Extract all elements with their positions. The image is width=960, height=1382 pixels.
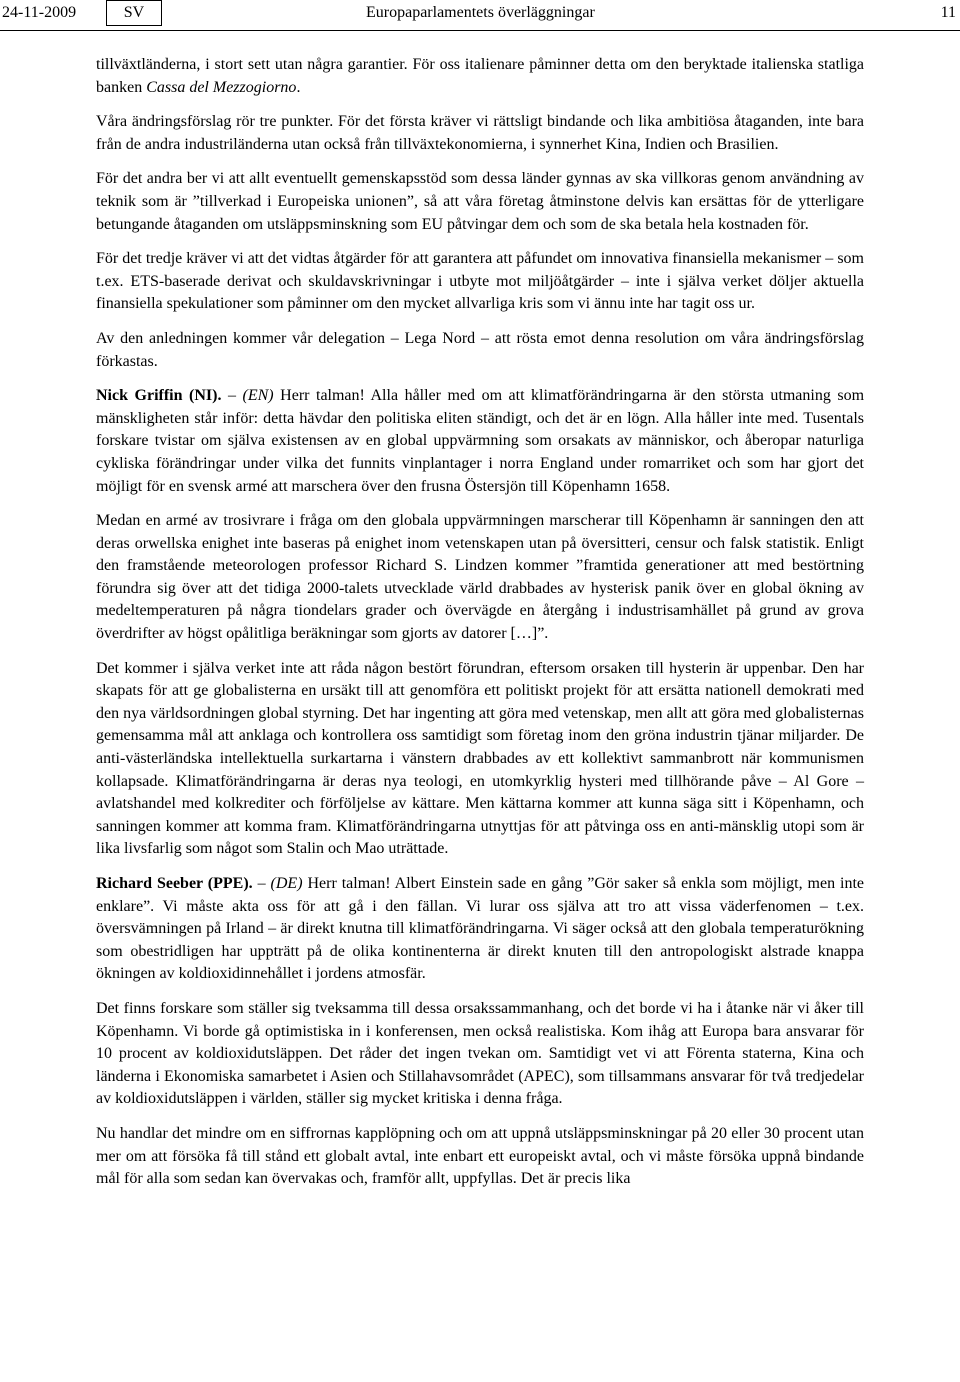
page-number: 11 [940, 4, 956, 21]
paragraph-7: Medan en armé av trosivrare i fråga om den globala uppvärmningen marscherar till Köpenhamn är sanningen den att deras orwellska enighet inte baseras på enighet inom vetenskapen utan på översitteri, censur och falsk statistik. Enligt den framstående meteorologen professor Richard S. Lindzen kommer ”framtida generationer att med bestörtning förundra sig över att det tidiga 2000-talets utvecklade värld drabbades av hysterisk panik över en global ökning av medeltemperaturen på några tiondelars grader och övervägde en återgång i industrisamhället på grund av grova överdrifter av högst opålitliga beräkningar som gjorts av datorer […]”. [96, 512, 864, 643]
paragraph-1 [96, 54, 864, 99]
header-title: Europaparlamentets överläggningar [366, 4, 595, 21]
speaker-language-tag: (DE) [270, 875, 303, 892]
speaker-language-tag: (EN) [242, 387, 274, 405]
paragraph-11: Nu handlar det mindre om en siffrornas kapplöpning och om att uppnå utsläppsminskningar på 20 eller 30 procent utan mer om att försöka få till stånd ett globalt avtal, inte enbart ett europeiskt avtal, och vi måste försöka uppnå bindande mål för alla som sedan kan övervakas och, framför allt, uppfyllas. Det är precis lika [96, 1124, 864, 1188]
paragraph-10: Det finns forskare som ställer sig tveksamma till dessa orsakssammanhang, och det borde vi ha i åtanke när vi åker till Köpenhamn. Vi borde gå optimistiska in i konferensen, men också realistiska. Kom ihåg att Europa bara ansvarar för 10 procent av koldioxidutsläppen. Det råder det ingen tvekan om. Samtidigt vet vi att Förenta staterna, Kina och länderna i Ekonomiska samarbetet i Asien och Stillahavsområdet (APEC), som tillsammans ansvarar för två tredjedelar av koldioxidutsläppen i världen, ställer sig mycket kritiska i denna fråga. [96, 999, 864, 1108]
paragraph-2: Våra ändringsförslag rör tre punkter. För det första kräver vi rättsligt bindande och lika ambitiösa åtaganden, inte bara från de andra industriländerna utan också från tillväxtekonomierna, i synnerhet Kina, Indien och Brasilien. [96, 113, 864, 153]
header-divider [0, 30, 960, 31]
paragraph-4: För det tredje kräver vi att det vidtas åtgärder för att garantera att påfundet om innovativa finansiella mekanismer – som t.ex. ETS-baserade derivat och skuldavskrivningar i utbyte mot miljöåtgärder – inte i själva verket döljer aktuella finansiella spekulationer som påminner om den mycket allvarliga kris som vi ännu inte har tagit oss ur. [96, 250, 864, 313]
paragraph-1-text: tillväxtländerna, i stort sett utan några garantier. För oss italienare påminner detta om den beryktade italienska statliga banken [96, 56, 864, 96]
document-body [96, 54, 864, 1203]
language-badge: SV [106, 0, 162, 26]
paragraph-1-end: . [296, 78, 301, 96]
speech-text: Herr talman! Alla håller med om att klimatförändringarna är den största utmaning som mänskligheten står inför: detta hävdar den politiska eliten ständigt, och det är en lögn. Alla håller inte med. Tusentals forskare tvistar om själva existensen av en global uppvärmning som orsakats av människor, och åberopar naturliga cykliska förändringar under vilka det funnits vinplantager i norra England under romarriket och som har gjort det möjligt för en svensk armé att marschera över den frusna Östersjön till Köpenhamn 1658. [96, 387, 865, 495]
paragraph-6 [96, 385, 864, 498]
speaker-name: Richard Seeber (PPE). [96, 875, 253, 892]
paragraph-3: För det andra ber vi att allt eventuellt gemenskapsstöd som dessa länder gynnas av ska villkoras genom användning av teknik som är ”tillverkad i Europeiska unionen”, så att våra företag åtminstone delvis kan ersättas för de ytterligare betungande åtaganden om utsläppsminskning som EU påtvingar dem och som de ska betala hela kostnaden för. [96, 170, 864, 233]
speaker-name: Nick Griffin (NI). [96, 387, 222, 405]
page-header [0, 0, 960, 30]
speaker-dash: – [252, 875, 271, 892]
speech-text: Herr talman! Albert Einstein sade en gång ”Gör saker så enkla som möjligt, men inte enklare”. Vi måste akta oss för att gå i den fällan. Vi lurar oss själva att tro att vissa väderfenomen – t.ex. översvämningen på Irland – är direkt knutna till klimatförändringarna. Vi säger också att den globala temperaturökning som obestridligen har uppträtt på de olika kontinenterna är direkt knuten till den antropologiskt alstrade knappa ökningen av koldioxidinnehållet i jordens atmosfär. [96, 875, 864, 983]
header-date: 24-11-2009 [2, 4, 77, 21]
paragraph-9 [96, 873, 864, 986]
paragraph-8: Det kommer i själva verket inte att råda någon bestört förundran, eftersom orsaken till hysterin är uppenbar. Den har skapats för att ge globalisterna en ursäkt till att genomföra ett politiskt projekt för att ersätta nationell demokrati med den nya världsordningen global styrning. Det har ingenting att göra med vetenskap, men allt att göra med globalisternas gemensamma mål att anklaga och kontrollera oss samtidigt som företag inom den gröna industrin tjänar miljarder. De anti-västerländska intellektuella surkartarna i vänstern drabbades av ett kollektivt sammanbrott när kommunismen kollapsade. Klimatförändringarna är deras nya teologi, en utomkyrklig hysteri med tillhörande påve – Al Gore – avlatshandel med kolkrediter och förföljelse av kättare. Men kättarna kommer att kunna säga sitt i Köpenhamn, och sanningen kommer att komma fram. Klimatförändringarna utnyttjas för att påtvinga oss en anti-mänsklig utopi som är lika livsfarlig som något som Stalin och Mao uträttade. [96, 659, 864, 858]
paragraph-5: Av den anledningen kommer vår delegation – Lega Nord – att rösta emot denna resolution om våra ändringsförslag förkastas. [96, 329, 864, 370]
speaker-dash: – [221, 387, 243, 405]
paragraph-1-italic: Cassa del Mezzogiorno [146, 78, 297, 96]
